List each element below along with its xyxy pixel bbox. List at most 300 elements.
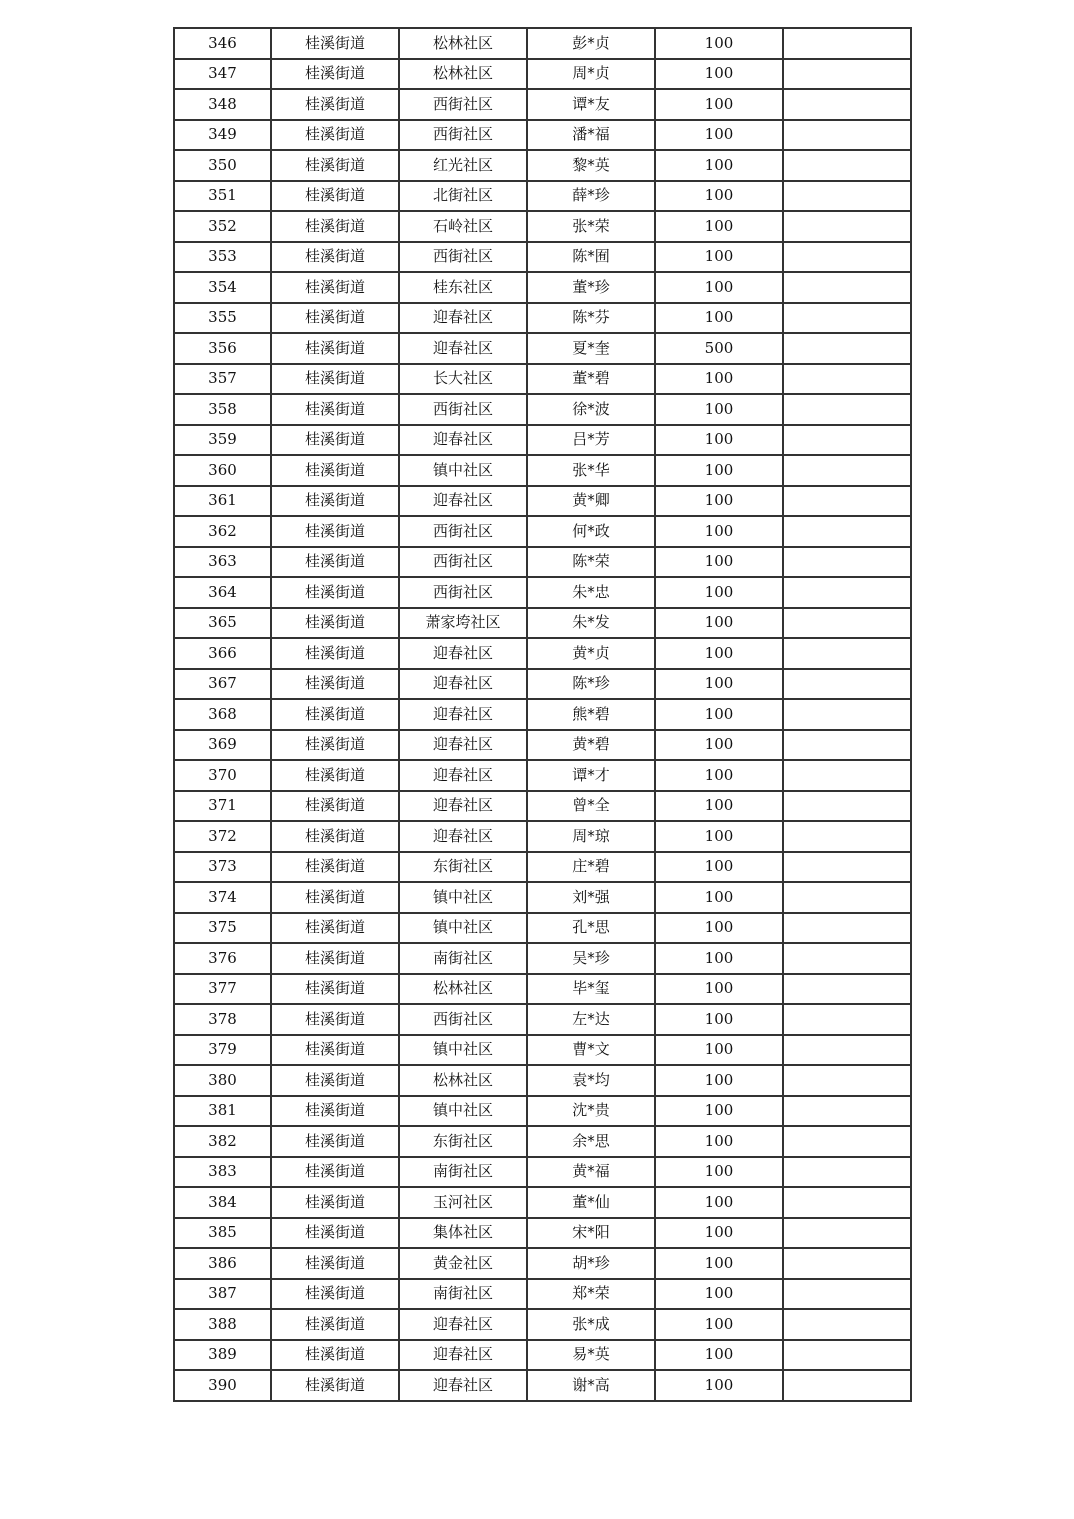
community-cell: 迎春社区 — [399, 760, 527, 791]
note-cell — [783, 89, 911, 120]
community-cell: 迎春社区 — [399, 730, 527, 761]
name-cell: 何*政 — [527, 516, 655, 547]
note-cell — [783, 791, 911, 822]
street-cell: 桂溪街道 — [271, 791, 399, 822]
row-number-cell: 357 — [174, 364, 271, 395]
table-row — [174, 1126, 911, 1157]
note-cell — [783, 1065, 911, 1096]
name-cell: 黄*贞 — [527, 638, 655, 669]
note-cell — [783, 943, 911, 974]
community-cell: 迎春社区 — [399, 638, 527, 669]
street-cell: 桂溪街道 — [271, 1096, 399, 1127]
note-cell — [783, 150, 911, 181]
row-number-cell: 359 — [174, 425, 271, 456]
amount-cell: 500 — [655, 333, 783, 364]
amount-cell: 100 — [655, 89, 783, 120]
amount-cell: 100 — [655, 1126, 783, 1157]
amount-cell: 100 — [655, 608, 783, 639]
name-cell: 朱*忠 — [527, 577, 655, 608]
community-cell: 松林社区 — [399, 974, 527, 1005]
amount-cell: 100 — [655, 303, 783, 334]
row-number-cell: 367 — [174, 669, 271, 700]
amount-cell: 100 — [655, 1004, 783, 1035]
amount-cell: 100 — [655, 577, 783, 608]
amount-cell: 100 — [655, 1340, 783, 1371]
note-cell — [783, 1035, 911, 1066]
community-cell: 松林社区 — [399, 28, 527, 59]
street-cell: 桂溪街道 — [271, 516, 399, 547]
row-number-cell: 353 — [174, 242, 271, 273]
amount-cell: 100 — [655, 943, 783, 974]
street-cell: 桂溪街道 — [271, 1340, 399, 1371]
name-cell: 徐*波 — [527, 394, 655, 425]
row-number-cell: 381 — [174, 1096, 271, 1127]
note-cell — [783, 1096, 911, 1127]
name-cell: 谢*高 — [527, 1370, 655, 1401]
row-number-cell: 361 — [174, 486, 271, 517]
amount-cell: 100 — [655, 882, 783, 913]
row-number-cell: 371 — [174, 791, 271, 822]
community-cell: 迎春社区 — [399, 669, 527, 700]
name-cell: 庄*碧 — [527, 852, 655, 883]
street-cell: 桂溪街道 — [271, 181, 399, 212]
row-number-cell: 354 — [174, 272, 271, 303]
street-cell: 桂溪街道 — [271, 303, 399, 334]
note-cell — [783, 1340, 911, 1371]
amount-cell: 100 — [655, 1157, 783, 1188]
street-cell: 桂溪街道 — [271, 852, 399, 883]
table-row — [174, 730, 911, 761]
street-cell: 桂溪街道 — [271, 1309, 399, 1340]
note-cell — [783, 913, 911, 944]
row-number-cell: 356 — [174, 333, 271, 364]
table-row — [174, 1218, 911, 1249]
name-cell: 左*达 — [527, 1004, 655, 1035]
amount-cell: 100 — [655, 1065, 783, 1096]
table-row — [174, 882, 911, 913]
table-row — [174, 242, 911, 273]
row-number-cell: 365 — [174, 608, 271, 639]
row-number-cell: 351 — [174, 181, 271, 212]
street-cell: 桂溪街道 — [271, 1126, 399, 1157]
note-cell — [783, 1218, 911, 1249]
table-row — [174, 638, 911, 669]
amount-cell: 100 — [655, 242, 783, 273]
name-cell: 沈*贵 — [527, 1096, 655, 1127]
row-number-cell: 374 — [174, 882, 271, 913]
row-number-cell: 377 — [174, 974, 271, 1005]
name-cell: 袁*均 — [527, 1065, 655, 1096]
row-number-cell: 389 — [174, 1340, 271, 1371]
document-page — [173, 27, 900, 1402]
row-number-cell: 370 — [174, 760, 271, 791]
amount-cell: 100 — [655, 1279, 783, 1310]
community-cell: 玉河社区 — [399, 1187, 527, 1218]
name-cell: 陈*囿 — [527, 242, 655, 273]
note-cell — [783, 516, 911, 547]
community-cell: 桂东社区 — [399, 272, 527, 303]
community-cell: 东街社区 — [399, 1126, 527, 1157]
row-number-cell: 368 — [174, 699, 271, 730]
community-cell: 南街社区 — [399, 1279, 527, 1310]
amount-cell: 100 — [655, 974, 783, 1005]
street-cell: 桂溪街道 — [271, 943, 399, 974]
community-cell: 北街社区 — [399, 181, 527, 212]
table-row — [174, 547, 911, 578]
community-cell: 迎春社区 — [399, 821, 527, 852]
amount-cell: 100 — [655, 425, 783, 456]
name-cell: 孔*思 — [527, 913, 655, 944]
street-cell: 桂溪街道 — [271, 882, 399, 913]
table-row — [174, 1096, 911, 1127]
table-row — [174, 913, 911, 944]
street-cell: 桂溪街道 — [271, 913, 399, 944]
table-row — [174, 89, 911, 120]
name-cell: 彭*贞 — [527, 28, 655, 59]
note-cell — [783, 1309, 911, 1340]
row-number-cell: 364 — [174, 577, 271, 608]
community-cell: 镇中社区 — [399, 1096, 527, 1127]
street-cell: 桂溪街道 — [271, 638, 399, 669]
street-cell: 桂溪街道 — [271, 974, 399, 1005]
name-cell: 谭*友 — [527, 89, 655, 120]
community-cell: 西街社区 — [399, 547, 527, 578]
name-cell: 陈*珍 — [527, 669, 655, 700]
row-number-cell: 366 — [174, 638, 271, 669]
name-cell: 黄*福 — [527, 1157, 655, 1188]
amount-cell: 100 — [655, 516, 783, 547]
community-cell: 集体社区 — [399, 1218, 527, 1249]
note-cell — [783, 211, 911, 242]
community-cell: 松林社区 — [399, 1065, 527, 1096]
amount-cell: 100 — [655, 1370, 783, 1401]
street-cell: 桂溪街道 — [271, 211, 399, 242]
name-cell: 夏*奎 — [527, 333, 655, 364]
street-cell: 桂溪街道 — [271, 1218, 399, 1249]
community-cell: 迎春社区 — [399, 699, 527, 730]
row-number-cell: 369 — [174, 730, 271, 761]
note-cell — [783, 821, 911, 852]
table-row — [174, 821, 911, 852]
amount-cell: 100 — [655, 394, 783, 425]
community-cell: 松林社区 — [399, 59, 527, 90]
community-cell: 西街社区 — [399, 394, 527, 425]
community-cell: 镇中社区 — [399, 882, 527, 913]
table-row — [174, 974, 911, 1005]
amount-cell: 100 — [655, 28, 783, 59]
street-cell: 桂溪街道 — [271, 272, 399, 303]
note-cell — [783, 669, 911, 700]
note-cell — [783, 577, 911, 608]
row-number-cell: 384 — [174, 1187, 271, 1218]
community-cell: 石岭社区 — [399, 211, 527, 242]
note-cell — [783, 1004, 911, 1035]
table-row — [174, 669, 911, 700]
note-cell — [783, 638, 911, 669]
row-number-cell: 386 — [174, 1248, 271, 1279]
amount-cell: 100 — [655, 486, 783, 517]
street-cell: 桂溪街道 — [271, 28, 399, 59]
amount-cell: 100 — [655, 1187, 783, 1218]
row-number-cell: 376 — [174, 943, 271, 974]
amount-cell: 100 — [655, 364, 783, 395]
amount-cell: 100 — [655, 1218, 783, 1249]
amount-cell: 100 — [655, 638, 783, 669]
row-number-cell: 362 — [174, 516, 271, 547]
street-cell: 桂溪街道 — [271, 1279, 399, 1310]
table-row — [174, 1035, 911, 1066]
street-cell: 桂溪街道 — [271, 333, 399, 364]
community-cell: 南街社区 — [399, 943, 527, 974]
table-row — [174, 852, 911, 883]
name-cell: 张*成 — [527, 1309, 655, 1340]
name-cell: 谭*才 — [527, 760, 655, 791]
name-cell: 吴*珍 — [527, 943, 655, 974]
name-cell: 张*华 — [527, 455, 655, 486]
name-cell: 董*仙 — [527, 1187, 655, 1218]
note-cell — [783, 1248, 911, 1279]
row-number-cell: 352 — [174, 211, 271, 242]
name-cell: 郑*荣 — [527, 1279, 655, 1310]
note-cell — [783, 364, 911, 395]
street-cell: 桂溪街道 — [271, 608, 399, 639]
table-row — [174, 28, 911, 59]
community-cell: 迎春社区 — [399, 333, 527, 364]
street-cell: 桂溪街道 — [271, 150, 399, 181]
table-row — [174, 577, 911, 608]
amount-cell: 100 — [655, 699, 783, 730]
note-cell — [783, 425, 911, 456]
name-cell: 黄*卿 — [527, 486, 655, 517]
name-cell: 毕*玺 — [527, 974, 655, 1005]
note-cell — [783, 882, 911, 913]
row-number-cell: 378 — [174, 1004, 271, 1035]
amount-cell: 100 — [655, 791, 783, 822]
community-cell: 镇中社区 — [399, 913, 527, 944]
name-cell: 董*珍 — [527, 272, 655, 303]
community-cell: 迎春社区 — [399, 1340, 527, 1371]
table-row — [174, 394, 911, 425]
community-cell: 萧家垮社区 — [399, 608, 527, 639]
name-cell: 黎*英 — [527, 150, 655, 181]
street-cell: 桂溪街道 — [271, 699, 399, 730]
table-row — [174, 59, 911, 90]
note-cell — [783, 242, 911, 273]
table-row — [174, 760, 911, 791]
amount-cell: 100 — [655, 852, 783, 883]
street-cell: 桂溪街道 — [271, 760, 399, 791]
name-cell: 董*碧 — [527, 364, 655, 395]
community-cell: 迎春社区 — [399, 486, 527, 517]
street-cell: 桂溪街道 — [271, 486, 399, 517]
name-cell: 薛*珍 — [527, 181, 655, 212]
amount-cell: 100 — [655, 730, 783, 761]
amount-cell: 100 — [655, 669, 783, 700]
table-row — [174, 486, 911, 517]
street-cell: 桂溪街道 — [271, 1370, 399, 1401]
note-cell — [783, 333, 911, 364]
street-cell: 桂溪街道 — [271, 394, 399, 425]
table-row — [174, 791, 911, 822]
note-cell — [783, 1279, 911, 1310]
street-cell: 桂溪街道 — [271, 730, 399, 761]
name-cell: 黄*碧 — [527, 730, 655, 761]
name-cell: 刘*强 — [527, 882, 655, 913]
street-cell: 桂溪街道 — [271, 821, 399, 852]
street-cell: 桂溪街道 — [271, 425, 399, 456]
note-cell — [783, 852, 911, 883]
note-cell — [783, 730, 911, 761]
table-row — [174, 150, 911, 181]
name-cell: 易*英 — [527, 1340, 655, 1371]
community-cell: 长大社区 — [399, 364, 527, 395]
street-cell: 桂溪街道 — [271, 455, 399, 486]
note-cell — [783, 760, 911, 791]
note-cell — [783, 1126, 911, 1157]
table-row — [174, 303, 911, 334]
name-cell: 曹*文 — [527, 1035, 655, 1066]
community-cell: 迎春社区 — [399, 1370, 527, 1401]
community-cell: 迎春社区 — [399, 791, 527, 822]
street-cell: 桂溪街道 — [271, 669, 399, 700]
community-cell: 迎春社区 — [399, 303, 527, 334]
table-row — [174, 1157, 911, 1188]
table-row — [174, 1309, 911, 1340]
table-row — [174, 1248, 911, 1279]
note-cell — [783, 28, 911, 59]
amount-cell: 100 — [655, 181, 783, 212]
table-row — [174, 1279, 911, 1310]
street-cell: 桂溪街道 — [271, 547, 399, 578]
row-number-cell: 360 — [174, 455, 271, 486]
name-cell: 潘*福 — [527, 120, 655, 151]
amount-cell: 100 — [655, 547, 783, 578]
amount-cell: 100 — [655, 1309, 783, 1340]
street-cell: 桂溪街道 — [271, 120, 399, 151]
name-cell: 吕*芳 — [527, 425, 655, 456]
note-cell — [783, 974, 911, 1005]
amount-cell: 100 — [655, 211, 783, 242]
community-cell: 西街社区 — [399, 89, 527, 120]
table-row — [174, 943, 911, 974]
note-cell — [783, 699, 911, 730]
row-number-cell: 363 — [174, 547, 271, 578]
note-cell — [783, 547, 911, 578]
amount-cell: 100 — [655, 120, 783, 151]
row-number-cell: 383 — [174, 1157, 271, 1188]
amount-cell: 100 — [655, 1035, 783, 1066]
amount-cell: 100 — [655, 760, 783, 791]
row-number-cell: 387 — [174, 1279, 271, 1310]
row-number-cell: 358 — [174, 394, 271, 425]
street-cell: 桂溪街道 — [271, 1065, 399, 1096]
row-number-cell: 373 — [174, 852, 271, 883]
table-row — [174, 516, 911, 547]
row-number-cell: 375 — [174, 913, 271, 944]
note-cell — [783, 394, 911, 425]
table-row — [174, 608, 911, 639]
community-cell: 西街社区 — [399, 1004, 527, 1035]
community-cell: 迎春社区 — [399, 425, 527, 456]
row-number-cell: 348 — [174, 89, 271, 120]
note-cell — [783, 1187, 911, 1218]
amount-cell: 100 — [655, 272, 783, 303]
street-cell: 桂溪街道 — [271, 1004, 399, 1035]
row-number-cell: 390 — [174, 1370, 271, 1401]
note-cell — [783, 272, 911, 303]
table-row — [174, 425, 911, 456]
community-cell: 西街社区 — [399, 577, 527, 608]
name-cell: 宋*阳 — [527, 1218, 655, 1249]
street-cell: 桂溪街道 — [271, 1157, 399, 1188]
name-cell: 陈*荣 — [527, 547, 655, 578]
roster-table-body — [174, 28, 911, 1401]
table-row — [174, 333, 911, 364]
community-cell: 红光社区 — [399, 150, 527, 181]
row-number-cell: 346 — [174, 28, 271, 59]
note-cell — [783, 303, 911, 334]
community-cell: 黄金社区 — [399, 1248, 527, 1279]
row-number-cell: 355 — [174, 303, 271, 334]
community-cell: 东街社区 — [399, 852, 527, 883]
name-cell: 熊*碧 — [527, 699, 655, 730]
table-row — [174, 211, 911, 242]
name-cell: 朱*发 — [527, 608, 655, 639]
table-row — [174, 1004, 911, 1035]
row-number-cell: 349 — [174, 120, 271, 151]
note-cell — [783, 608, 911, 639]
community-cell: 西街社区 — [399, 242, 527, 273]
note-cell — [783, 486, 911, 517]
row-number-cell: 385 — [174, 1218, 271, 1249]
street-cell: 桂溪街道 — [271, 364, 399, 395]
street-cell: 桂溪街道 — [271, 242, 399, 273]
amount-cell: 100 — [655, 150, 783, 181]
row-number-cell: 388 — [174, 1309, 271, 1340]
community-cell: 西街社区 — [399, 120, 527, 151]
name-cell: 陈*芬 — [527, 303, 655, 334]
table-row — [174, 1340, 911, 1371]
amount-cell: 100 — [655, 1096, 783, 1127]
name-cell: 周*贞 — [527, 59, 655, 90]
row-number-cell: 379 — [174, 1035, 271, 1066]
street-cell: 桂溪街道 — [271, 1035, 399, 1066]
community-cell: 迎春社区 — [399, 1309, 527, 1340]
amount-cell: 100 — [655, 1248, 783, 1279]
row-number-cell: 380 — [174, 1065, 271, 1096]
row-number-cell: 372 — [174, 821, 271, 852]
community-cell: 镇中社区 — [399, 1035, 527, 1066]
note-cell — [783, 1370, 911, 1401]
street-cell: 桂溪街道 — [271, 59, 399, 90]
table-row — [174, 364, 911, 395]
table-row — [174, 1065, 911, 1096]
roster-table — [173, 27, 912, 1402]
community-cell: 西街社区 — [399, 516, 527, 547]
table-row — [174, 1187, 911, 1218]
name-cell: 张*荣 — [527, 211, 655, 242]
table-row — [174, 1370, 911, 1401]
table-row — [174, 455, 911, 486]
table-row — [174, 120, 911, 151]
note-cell — [783, 455, 911, 486]
table-row — [174, 272, 911, 303]
amount-cell: 100 — [655, 821, 783, 852]
amount-cell: 100 — [655, 455, 783, 486]
street-cell: 桂溪街道 — [271, 1187, 399, 1218]
name-cell: 周*琼 — [527, 821, 655, 852]
row-number-cell: 382 — [174, 1126, 271, 1157]
